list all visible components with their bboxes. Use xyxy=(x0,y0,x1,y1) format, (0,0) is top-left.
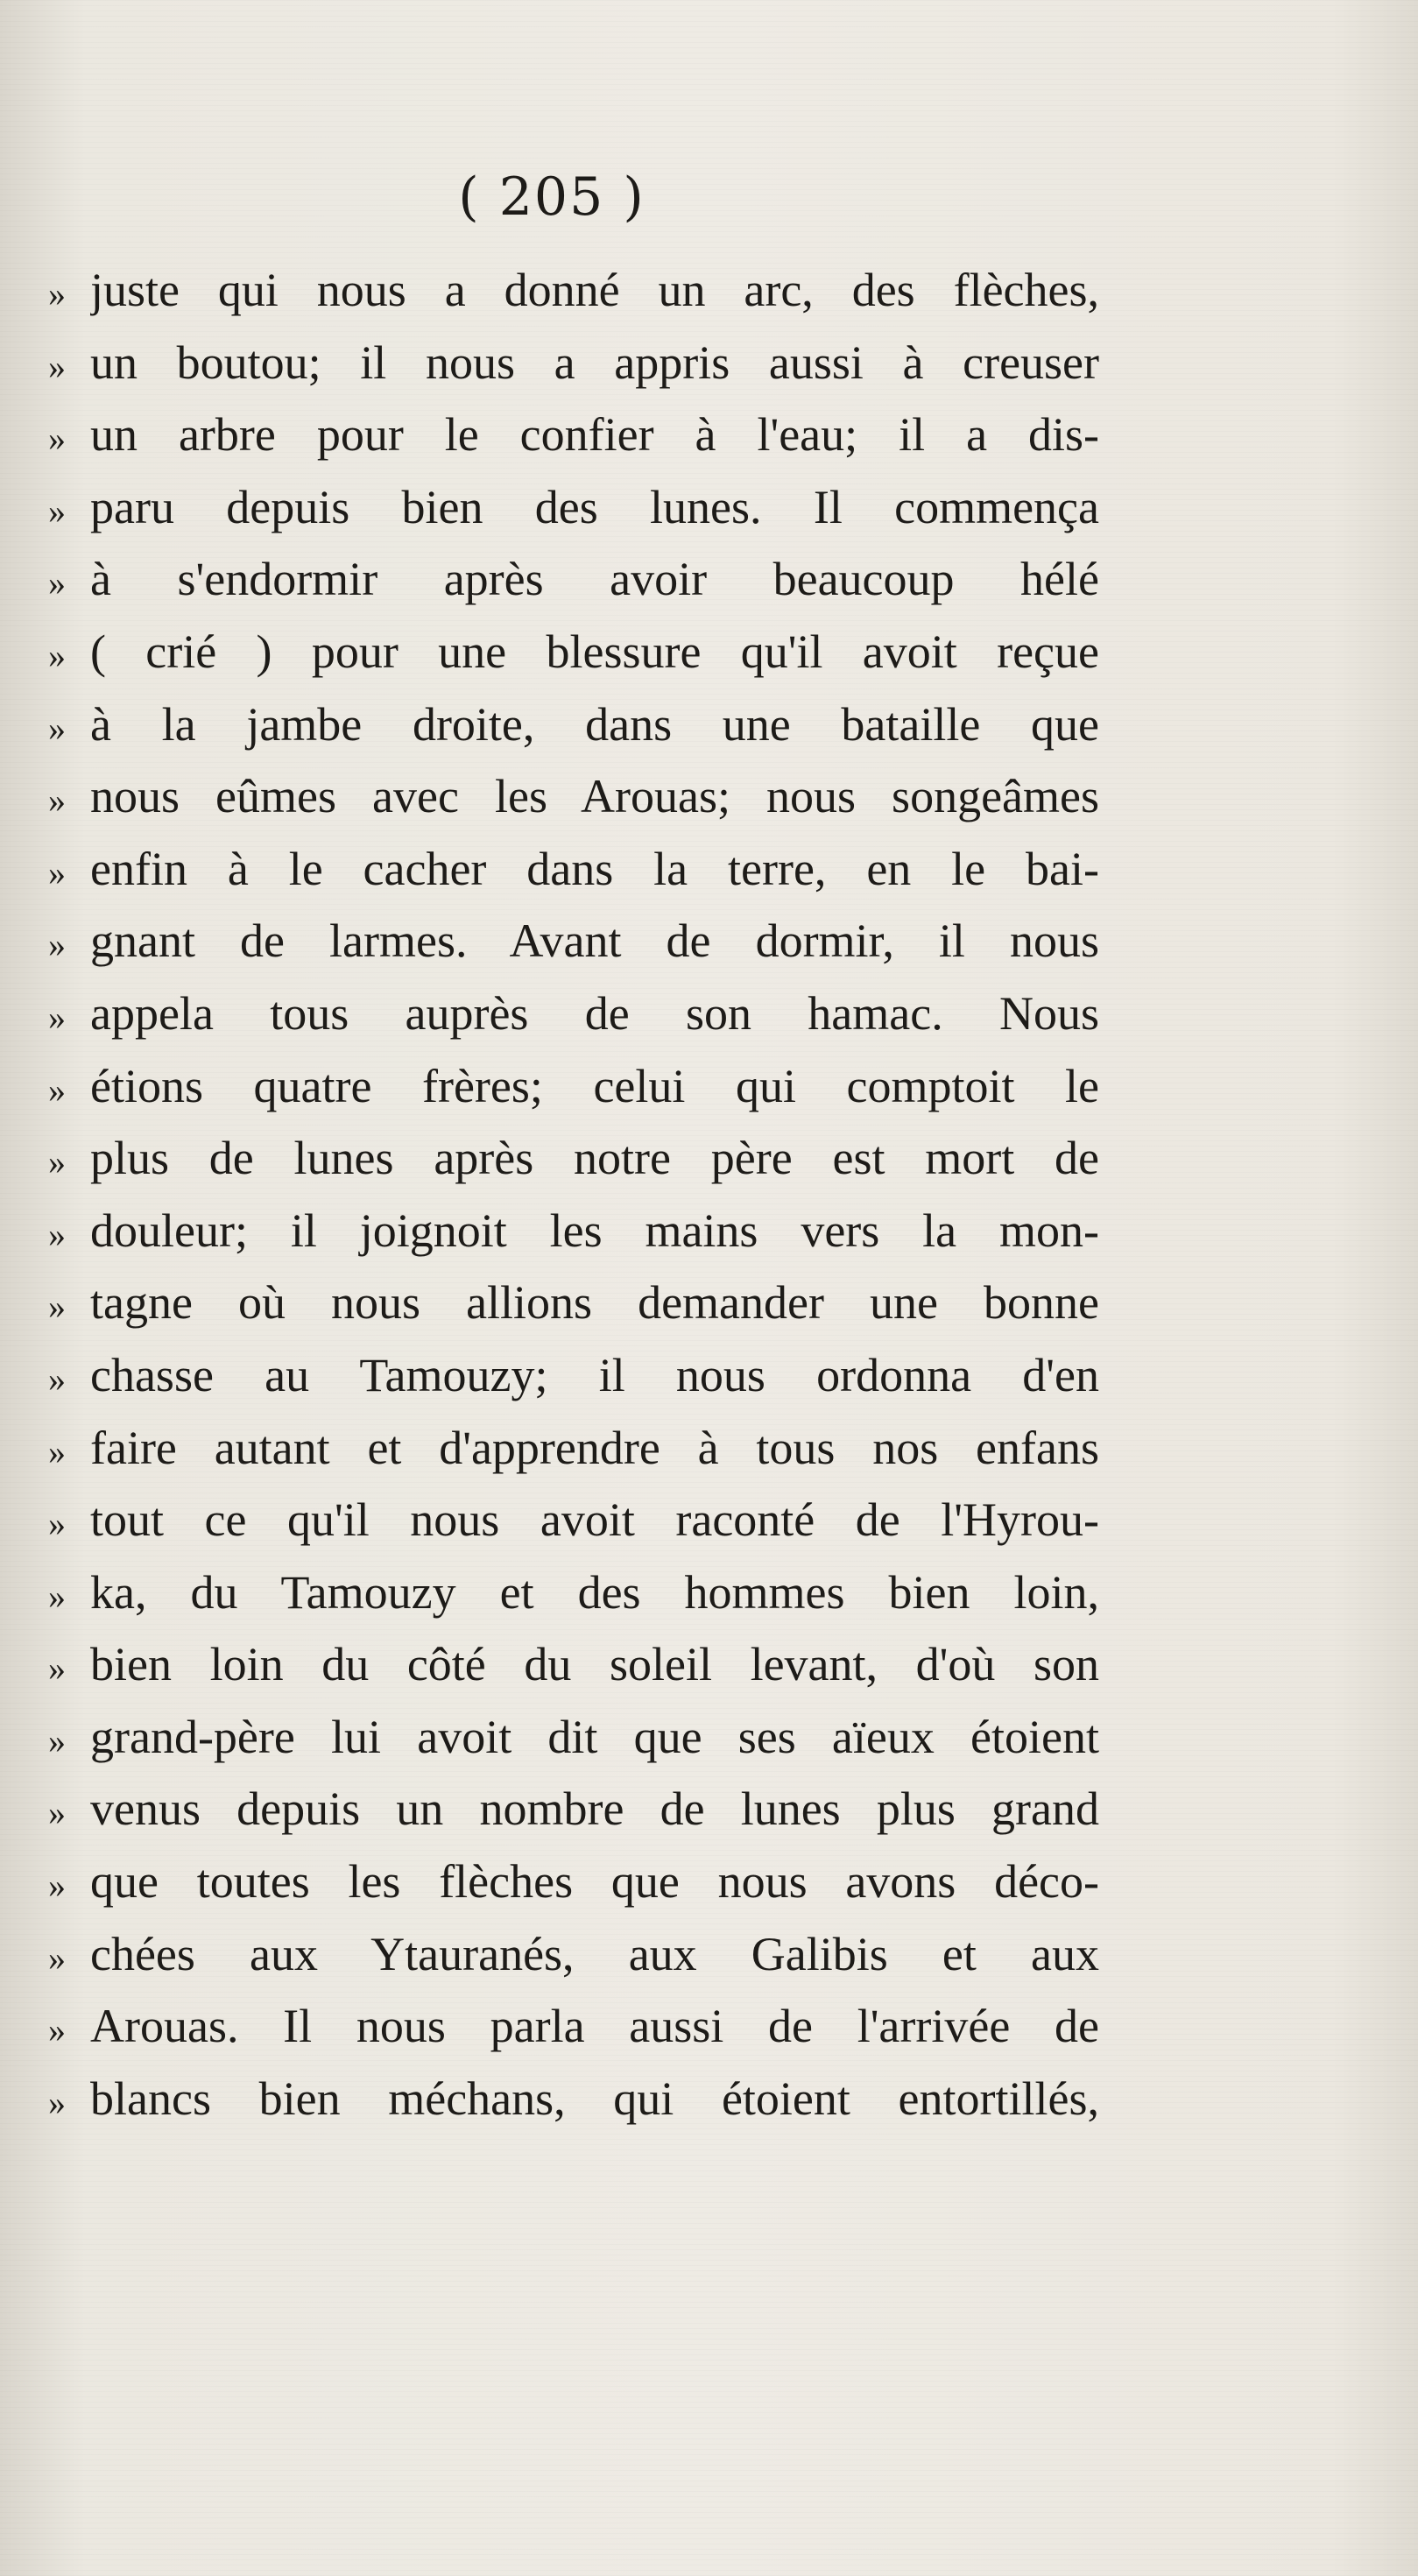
line-text: étions quatre frères; celui qui comptoit le xyxy=(90,1059,1099,1112)
quote-mark: » xyxy=(48,563,66,603)
quote-mark: » xyxy=(48,274,66,314)
text-line xyxy=(48,1701,1099,1774)
line-text: tout ce qu'il nous avoit raconté de l'Hyrou- xyxy=(90,1493,1099,1547)
text-line xyxy=(48,1050,1099,1123)
line-text: enfin à le cacher dans la terre, en le bai- xyxy=(90,842,1099,895)
quote-mark: » xyxy=(48,1866,66,1906)
text-line xyxy=(48,1773,1099,1846)
text-line xyxy=(48,1267,1099,1339)
line-text: grand-père lui avoit dit que ses aïeux étoient xyxy=(90,1710,1099,1763)
text-line xyxy=(48,1122,1099,1195)
line-text: Arouas. Il nous parla aussi de l'arrivée de xyxy=(90,2000,1099,2053)
quote-mark: » xyxy=(48,490,66,531)
quote-mark: » xyxy=(48,1431,66,1471)
line-text: que toutes les flèches que nous avons déco- xyxy=(90,1855,1099,1909)
quote-mark: » xyxy=(48,780,66,821)
line-text: à s'endormir après avoir beaucoup hélé xyxy=(90,553,1099,606)
text-line xyxy=(48,833,1099,906)
line-text: blancs bien méchans, qui étoient entortillés, xyxy=(90,2071,1099,2125)
page-number: ( 205 ) xyxy=(458,166,646,228)
text-line xyxy=(48,327,1099,399)
text-line xyxy=(48,1990,1099,2063)
quote-mark: » xyxy=(48,419,66,459)
text-line xyxy=(48,1918,1099,1991)
line-text: chées aux Ytauranés, aux Galibis et aux xyxy=(90,1927,1099,1980)
quote-mark: » xyxy=(48,1720,66,1761)
quote-mark: » xyxy=(48,1214,66,1254)
text-line xyxy=(48,471,1099,544)
text-line xyxy=(48,1339,1099,1412)
line-text: un arbre pour le confier à l'eau; il a dis- xyxy=(90,408,1099,462)
text-line xyxy=(48,977,1099,1050)
quote-mark: » xyxy=(48,1359,66,1399)
text-line xyxy=(48,616,1099,688)
text-line xyxy=(48,399,1099,471)
line-text: venus depuis un nombre de lunes plus grand xyxy=(90,1782,1099,1836)
quote-mark: » xyxy=(48,852,66,893)
line-text: bien loin du côté du soleil levant, d'où son xyxy=(90,1638,1099,1691)
quote-mark: » xyxy=(48,635,66,675)
quote-mark: » xyxy=(48,1937,66,1978)
quote-mark: » xyxy=(48,2010,66,2050)
quote-mark: » xyxy=(48,1287,66,1327)
line-text: un boutou; il nous a appris aussi à creuser xyxy=(90,335,1099,389)
quote-mark: » xyxy=(48,1648,66,1689)
line-text: paru depuis bien des lunes. Il commença xyxy=(90,480,1099,533)
line-text: nous eûmes avec les Arouas; nous songeâmes xyxy=(90,770,1099,823)
text-line xyxy=(48,1556,1099,1629)
text-line xyxy=(48,254,1099,327)
text-line xyxy=(48,1412,1099,1485)
text-line xyxy=(48,2063,1099,2135)
quote-mark: » xyxy=(48,346,66,386)
text-line xyxy=(48,1628,1099,1701)
line-text: chasse au Tamouzy; il nous ordonna d'en xyxy=(90,1348,1099,1401)
text-line xyxy=(48,543,1099,616)
line-text: faire autant et d'apprendre à tous nos enfans xyxy=(90,1421,1099,1474)
text-line xyxy=(48,760,1099,833)
line-text: gnant de larmes. Avant de dormir, il nous xyxy=(90,914,1099,968)
line-text: plus de lunes après notre père est mort de xyxy=(90,1132,1099,1185)
line-text: ka, du Tamouzy et des hommes bien loin, xyxy=(90,1565,1099,1619)
line-text: à la jambe droite, dans une bataille que xyxy=(90,697,1099,751)
text-line xyxy=(48,1484,1099,1556)
quote-mark: » xyxy=(48,2082,66,2122)
line-text: juste qui nous a donné un arc, des flèches, xyxy=(90,264,1099,316)
text-line xyxy=(48,688,1099,761)
line-text: ( crié ) pour une blessure qu'il avoit reçue xyxy=(90,625,1099,678)
text-line xyxy=(48,905,1099,977)
quote-mark: » xyxy=(48,708,66,748)
line-text: douleur; il joignoit les mains vers la mon- xyxy=(90,1203,1099,1257)
quote-mark: » xyxy=(48,1142,66,1182)
line-text: appela tous auprès de son hamac. Nous xyxy=(90,986,1099,1040)
text-block xyxy=(48,254,1099,2135)
quote-mark: » xyxy=(48,997,66,1037)
quote-mark: » xyxy=(48,1069,66,1110)
quote-mark: » xyxy=(48,925,66,965)
quote-mark: » xyxy=(48,1793,66,1833)
text-line xyxy=(48,1846,1099,1918)
quote-mark: » xyxy=(48,1504,66,1544)
text-line xyxy=(48,1195,1099,1267)
quote-mark: » xyxy=(48,1576,66,1616)
line-text: tagne où nous allions demander une bonne xyxy=(90,1276,1099,1330)
